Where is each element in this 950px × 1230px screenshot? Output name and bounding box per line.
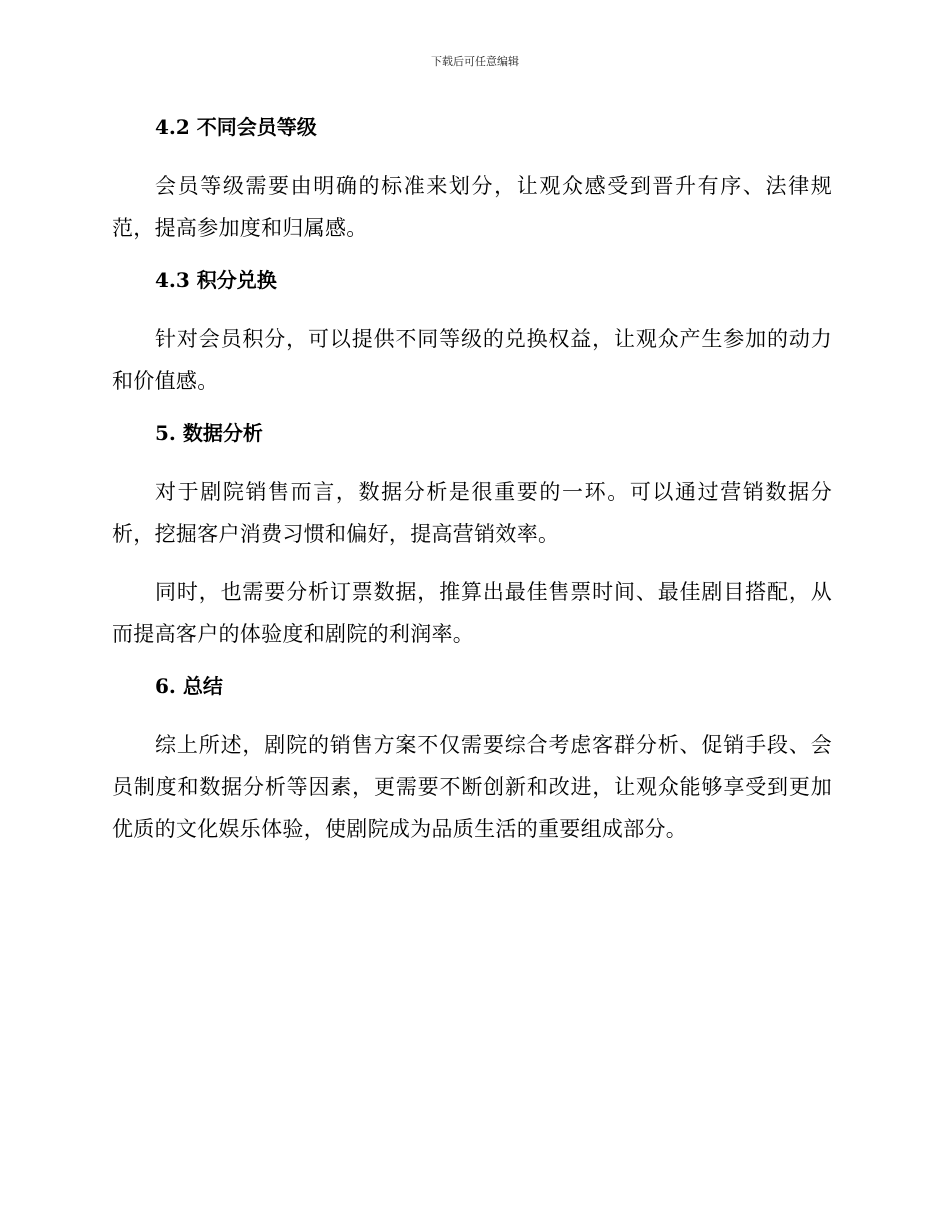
section-heading-5: 5. 数据分析: [155, 421, 263, 445]
section-heading-6: 6. 总结: [155, 674, 223, 698]
document-body: [112, 112, 832, 850]
section-4-3-paragraph: 针对会员积分，可以提供不同等级的兑换权益，让观众产生参加的动力和价值感。: [112, 327, 832, 393]
section-6-paragraph: 综上所述，剧院的销售方案不仅需要综合考虑客群分析、促销手段、会员制度和数据分析等因素，更需要不断创新和改进，让观众能够享受到更加优质的文化娱乐体验，使剧院成为品质生活的重要组成部分。: [112, 733, 832, 841]
section-heading-4-3: 4.3 积分兑换: [155, 268, 277, 292]
section-5-paragraph-2: 同时，也需要分析订票数据，推算出最佳售票时间、最佳剧目搭配，从而提高客户的体验度和剧院的利润率。: [112, 580, 832, 646]
section-heading-4-2: 4.2 不同会员等级: [155, 115, 317, 139]
section-4-2-paragraph: 会员等级需要由明确的标准来划分，让观众感受到晋升有序、法律规范，提高参加度和归属感。: [112, 174, 832, 240]
page-header: 下载后可任意编辑: [431, 55, 519, 68]
section-5-paragraph-1: 对于剧院销售而言，数据分析是很重要的一环。可以通过营销数据分析，挖掘客户消费习惯和偏好，提高营销效率。: [112, 480, 832, 546]
